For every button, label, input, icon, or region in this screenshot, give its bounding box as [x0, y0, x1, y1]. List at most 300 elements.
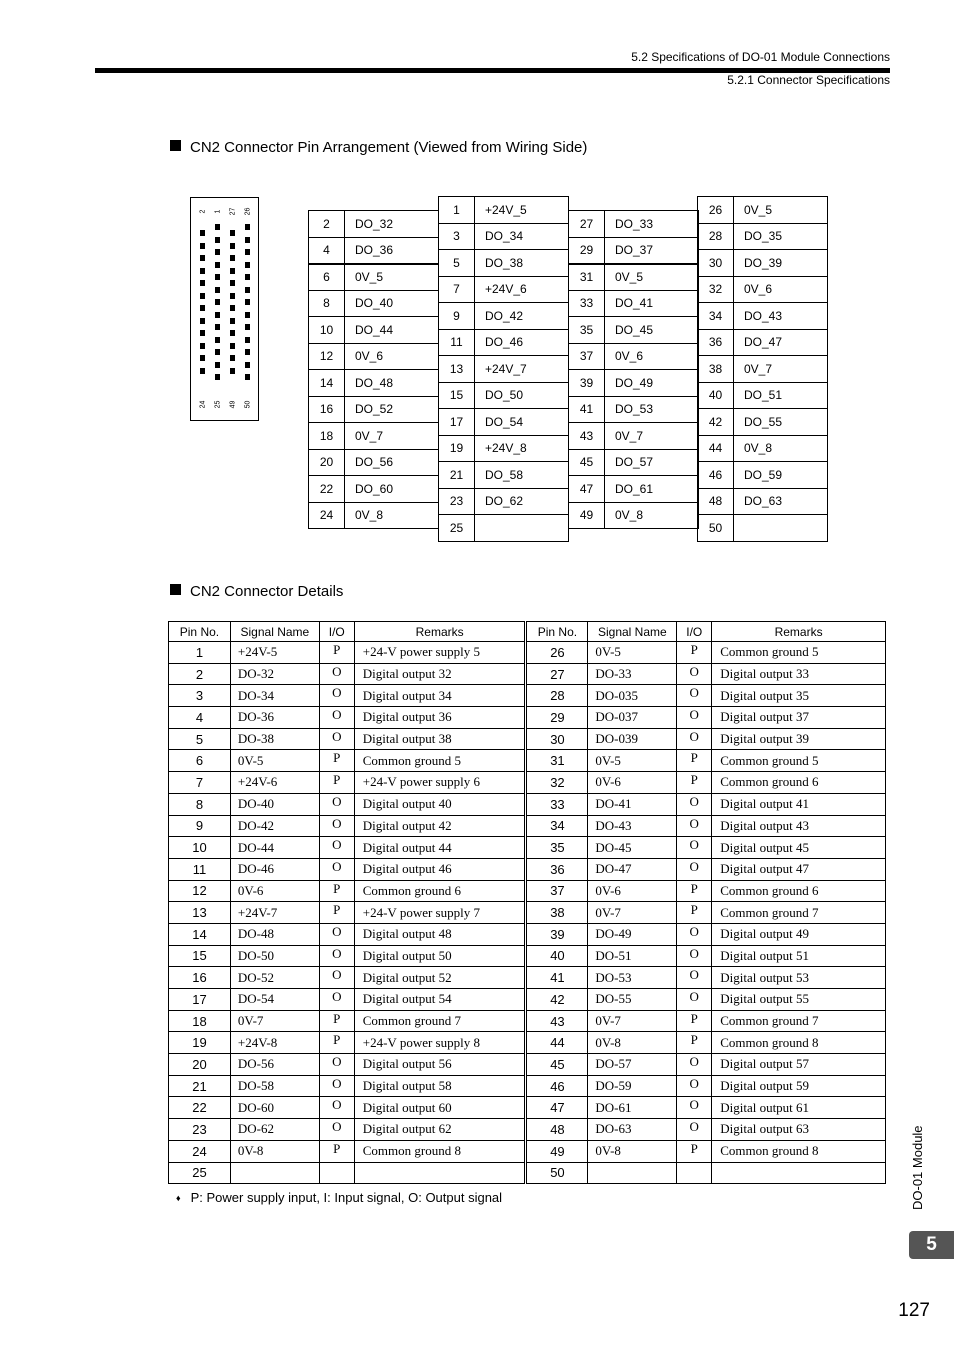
pin-row [309, 211, 439, 238]
pin-number: 42 [526, 989, 588, 1011]
connector-pin [245, 374, 250, 380]
pin-signal: 0V_8 [345, 502, 439, 529]
pin-signal: 0V_5 [605, 264, 699, 291]
signal-name: 0V-6 [588, 772, 677, 794]
signal-name: DO-61 [588, 1097, 677, 1119]
table-row [169, 685, 886, 707]
pin-number: 4 [169, 707, 231, 729]
remarks: Digital output 39 [712, 728, 886, 750]
connector-pin [245, 237, 250, 243]
connector-pin [215, 349, 220, 355]
signal-name: DO-52 [230, 967, 319, 989]
signal-name: DO-40 [230, 793, 319, 815]
table-row [169, 902, 886, 924]
connector-pin [230, 305, 235, 311]
signal-name: 0V-6 [588, 880, 677, 902]
connector-pin [200, 280, 205, 286]
remarks: Common ground 5 [354, 750, 526, 772]
pin-number: 50 [526, 1162, 588, 1184]
pin-number: 26 [698, 197, 734, 224]
connector-pin [215, 287, 220, 293]
connector-pin [230, 368, 235, 374]
pin-row [439, 356, 569, 383]
signal-name: 0V-8 [588, 1140, 677, 1162]
signal-name: DO-51 [588, 945, 677, 967]
pin-number: 21 [169, 1075, 231, 1097]
connector-pin [200, 368, 205, 374]
connector-pin [230, 318, 235, 324]
signal-name: DO-54 [230, 989, 319, 1011]
connector-pin [230, 255, 235, 261]
signal-name: 0V-8 [588, 1032, 677, 1054]
pin-row [569, 423, 699, 450]
pin-number: 29 [569, 237, 605, 264]
signal-name: DO-53 [588, 967, 677, 989]
io-type: O [319, 858, 354, 880]
pin-number: 22 [309, 476, 345, 503]
pin-number: 39 [526, 923, 588, 945]
pin-signal: DO_60 [345, 476, 439, 503]
io-type: O [319, 1119, 354, 1141]
signal-name: DO-58 [230, 1075, 319, 1097]
pin-signal: DO_57 [605, 449, 699, 476]
pin-number: 15 [169, 945, 231, 967]
connector-pin [200, 318, 205, 324]
io-type: O [319, 685, 354, 707]
remarks: Digital output 52 [354, 967, 526, 989]
pin-signal: DO_41 [605, 290, 699, 317]
connector-pin [215, 362, 220, 368]
pin-signal: DO_39 [734, 250, 828, 277]
connector-pin [215, 262, 220, 268]
connector-pin [230, 280, 235, 286]
io-type: O [319, 707, 354, 729]
pin-number: 39 [569, 370, 605, 397]
pin-row [309, 449, 439, 476]
pin-row [569, 396, 699, 423]
pin-row [569, 211, 699, 238]
io-type: O [677, 707, 712, 729]
pin-number: 37 [526, 880, 588, 902]
remarks: Digital output 40 [354, 793, 526, 815]
io-type: P [677, 1032, 712, 1054]
pin-signal: DO_37 [605, 237, 699, 264]
connector-pin [230, 355, 235, 361]
io-type: P [319, 1140, 354, 1162]
pin-number: 11 [439, 329, 475, 356]
pin-row [309, 317, 439, 344]
pin-row [569, 290, 699, 317]
pin-signal: DO_49 [605, 370, 699, 397]
pin-number: 48 [698, 488, 734, 515]
table-row [169, 880, 886, 902]
details-table [168, 621, 886, 1184]
io-type: O [319, 945, 354, 967]
connector-pin [200, 343, 205, 349]
connector-pin [245, 312, 250, 318]
io-type: O [677, 685, 712, 707]
remarks: +24-V power supply 6 [354, 772, 526, 794]
square-bullet-icon [170, 140, 181, 151]
pin-number: 32 [526, 772, 588, 794]
section-title-details [170, 583, 343, 600]
connector-pin [245, 262, 250, 268]
pin-number: 40 [698, 382, 734, 409]
table-row [169, 772, 886, 794]
column-header: I/O [319, 622, 354, 642]
pin-signal: 0V_5 [345, 264, 439, 291]
connector-pin [245, 362, 250, 368]
pin-row [698, 515, 828, 542]
remarks: Digital output 45 [712, 837, 886, 859]
signal-name: DO-49 [588, 923, 677, 945]
pin-row [309, 396, 439, 423]
io-type: O [677, 1075, 712, 1097]
remarks: Digital output 47 [712, 858, 886, 880]
pin-signal: DO_56 [345, 449, 439, 476]
signal-name: DO-56 [230, 1054, 319, 1076]
pin-row [698, 409, 828, 436]
signal-name: DO-57 [588, 1054, 677, 1076]
pin-number: 2 [309, 211, 345, 238]
pin-number: 49 [569, 502, 605, 529]
remarks: Digital output 36 [354, 707, 526, 729]
pin-signal: DO_40 [345, 290, 439, 317]
pin-signal: 0V_6 [605, 343, 699, 370]
pin-number: 41 [526, 967, 588, 989]
pin-row [698, 197, 828, 224]
pin-number: 2 [169, 663, 231, 685]
pin-row [698, 329, 828, 356]
pin-number: 43 [526, 1010, 588, 1032]
io-type: O [677, 815, 712, 837]
pin-row [698, 435, 828, 462]
pin-number: 37 [569, 343, 605, 370]
connector-pin [230, 268, 235, 274]
pin-signal: 0V_5 [734, 197, 828, 224]
table-row [169, 858, 886, 880]
table-row [169, 750, 886, 772]
pin-row [439, 488, 569, 515]
pin-signal: DO_50 [475, 382, 569, 409]
pin-row [309, 423, 439, 450]
connector-pin [215, 274, 220, 280]
pin-signal: DO_32 [345, 211, 439, 238]
pin-signal: DO_43 [734, 303, 828, 330]
pin-signal: DO_36 [345, 237, 439, 264]
header-section: 5.2 Specifications of DO-01 Module Connections [631, 50, 890, 64]
pin-signal [475, 515, 569, 542]
pin-number: 38 [526, 902, 588, 924]
remarks: Digital output 35 [712, 685, 886, 707]
connector-pin [200, 243, 205, 249]
pin-number: 27 [569, 211, 605, 238]
note-text: P: Power supply input, I: Input signal, O: Output signal [190, 1190, 503, 1205]
pin-table-col1 [308, 210, 439, 529]
signal-name: DO-63 [588, 1119, 677, 1141]
pin-row [439, 435, 569, 462]
remarks: Digital output 50 [354, 945, 526, 967]
io-type: P [319, 880, 354, 902]
pin-row [698, 250, 828, 277]
remarks: Digital output 32 [354, 663, 526, 685]
connector-pin-label: 26 [244, 207, 252, 216]
pin-number: 40 [526, 945, 588, 967]
signal-name: DO-59 [588, 1075, 677, 1097]
io-type: P [677, 1010, 712, 1032]
pin-signal: DO_47 [734, 329, 828, 356]
pin-number: 19 [169, 1032, 231, 1054]
pin-number: 9 [169, 815, 231, 837]
connector-pin [215, 312, 220, 318]
pin-row [439, 223, 569, 250]
pin-row [309, 343, 439, 370]
square-bullet-icon [170, 584, 181, 595]
pin-number: 16 [309, 396, 345, 423]
io-type: O [319, 989, 354, 1011]
remarks [712, 1162, 886, 1184]
signal-name: 0V-7 [230, 1010, 319, 1032]
signal-name: DO-035 [588, 685, 677, 707]
connector-pin [215, 324, 220, 330]
pin-number: 26 [526, 642, 588, 664]
connector-diagram [190, 197, 259, 421]
remarks: Common ground 8 [712, 1140, 886, 1162]
pin-number: 24 [309, 502, 345, 529]
side-label: DO-01 Module [910, 1125, 925, 1210]
pin-row [439, 197, 569, 224]
signal-name: DO-44 [230, 837, 319, 859]
column-header: Remarks [712, 622, 886, 642]
pin-signal [734, 515, 828, 542]
pin-number: 1 [439, 197, 475, 224]
pin-row [569, 264, 699, 291]
connector-pin-label: 27 [229, 207, 237, 216]
remarks: Digital output 57 [712, 1054, 886, 1076]
remarks: Common ground 6 [354, 880, 526, 902]
column-header: Signal Name [230, 622, 319, 642]
pin-row [569, 317, 699, 344]
pin-number: 45 [569, 449, 605, 476]
column-header: Pin No. [169, 622, 231, 642]
io-type: P [677, 1140, 712, 1162]
pin-row [569, 370, 699, 397]
io-type: O [319, 728, 354, 750]
pin-signal: DO_59 [734, 462, 828, 489]
signal-name: DO-037 [588, 707, 677, 729]
connector-pin [245, 274, 250, 280]
signal-name: DO-41 [588, 793, 677, 815]
pin-signal: DO_61 [605, 476, 699, 503]
pin-row [698, 382, 828, 409]
remarks: Common ground 6 [712, 772, 886, 794]
signal-name: 0V-7 [588, 1010, 677, 1032]
remarks: Digital output 48 [354, 923, 526, 945]
remarks: Digital output 62 [354, 1119, 526, 1141]
pin-row [569, 343, 699, 370]
pin-number: 28 [526, 685, 588, 707]
pin-row [698, 488, 828, 515]
pin-number: 3 [169, 685, 231, 707]
pin-number: 47 [569, 476, 605, 503]
pin-signal: DO_33 [605, 211, 699, 238]
io-type [677, 1162, 712, 1184]
pin-number: 8 [309, 290, 345, 317]
remarks: Digital output 34 [354, 685, 526, 707]
pin-signal: DO_46 [475, 329, 569, 356]
remarks: Common ground 7 [712, 1010, 886, 1032]
pin-number: 47 [526, 1097, 588, 1119]
remarks: Common ground 7 [354, 1010, 526, 1032]
pin-number: 33 [526, 793, 588, 815]
io-type: P [319, 642, 354, 664]
signal-name: +24V-6 [230, 772, 319, 794]
pin-signal: 0V_8 [605, 502, 699, 529]
remarks: +24-V power supply 7 [354, 902, 526, 924]
column-header: Remarks [354, 622, 526, 642]
io-type: P [319, 1032, 354, 1054]
pin-number: 34 [526, 815, 588, 837]
pin-number: 44 [698, 435, 734, 462]
connector-pin-label: 50 [244, 400, 252, 409]
signal-name: +24V-5 [230, 642, 319, 664]
pin-number: 35 [526, 837, 588, 859]
pin-number: 22 [169, 1097, 231, 1119]
pin-signal: 0V_7 [605, 423, 699, 450]
header-subsection: 5.2.1 Connector Specifications [727, 73, 890, 87]
pin-number: 33 [569, 290, 605, 317]
io-type: P [319, 772, 354, 794]
remarks: Digital output 56 [354, 1054, 526, 1076]
pin-number: 19 [439, 435, 475, 462]
connector-pin [245, 224, 250, 230]
pin-number: 12 [169, 880, 231, 902]
pin-number: 18 [169, 1010, 231, 1032]
remarks: Digital output 38 [354, 728, 526, 750]
pin-number: 15 [439, 382, 475, 409]
pin-signal: DO_42 [475, 303, 569, 330]
table-row [169, 1119, 886, 1141]
pin-number: 38 [698, 356, 734, 383]
pin-signal: DO_51 [734, 382, 828, 409]
pin-number: 3 [439, 223, 475, 250]
pin-table-col4 [697, 196, 828, 542]
pin-number: 28 [698, 223, 734, 250]
pin-number: 24 [169, 1140, 231, 1162]
signal-name: +24V-7 [230, 902, 319, 924]
io-type: O [677, 945, 712, 967]
pin-row [698, 223, 828, 250]
remarks: Digital output 43 [712, 815, 886, 837]
pin-number: 20 [169, 1054, 231, 1076]
pin-signal: 0V_7 [345, 423, 439, 450]
connector-pin [215, 237, 220, 243]
pin-row [439, 303, 569, 330]
connector-pin [200, 268, 205, 274]
connector-pin [200, 293, 205, 299]
connector-pin [230, 230, 235, 236]
signal-name: 0V-5 [588, 750, 677, 772]
pin-signal: +24V_8 [475, 435, 569, 462]
signal-name: DO-34 [230, 685, 319, 707]
pin-number: 12 [309, 343, 345, 370]
signal-name: DO-62 [230, 1119, 319, 1141]
pin-row [698, 356, 828, 383]
pin-number: 14 [169, 923, 231, 945]
remarks: +24-V power supply 8 [354, 1032, 526, 1054]
pin-signal: +24V_6 [475, 276, 569, 303]
pin-number: 10 [309, 317, 345, 344]
pin-row [309, 370, 439, 397]
io-type: O [319, 793, 354, 815]
connector-pin [200, 330, 205, 336]
pin-row [698, 276, 828, 303]
io-type: O [677, 1119, 712, 1141]
pin-row [439, 515, 569, 542]
remarks: Digital output 53 [712, 967, 886, 989]
pin-row [439, 409, 569, 436]
remarks [354, 1162, 526, 1184]
table-row [169, 1097, 886, 1119]
io-type: O [677, 1054, 712, 1076]
column-header: Pin No. [526, 622, 588, 642]
section-title-text: CN2 Connector Details [190, 583, 344, 600]
remarks: Digital output 37 [712, 707, 886, 729]
pin-number: 23 [439, 488, 475, 515]
pin-row [569, 237, 699, 264]
pin-signal: DO_45 [605, 317, 699, 344]
pin-signal: 0V_8 [734, 435, 828, 462]
remarks: Common ground 8 [354, 1140, 526, 1162]
pin-row [439, 329, 569, 356]
pin-number: 18 [309, 423, 345, 450]
pin-number: 1 [169, 642, 231, 664]
pin-number: 7 [169, 772, 231, 794]
pin-signal: DO_52 [345, 396, 439, 423]
signal-name: 0V-5 [230, 750, 319, 772]
signal-name: DO-48 [230, 923, 319, 945]
connector-pin-label: 2 [199, 209, 207, 214]
remarks: Digital output 41 [712, 793, 886, 815]
table-row [169, 793, 886, 815]
connector-pin-label: 24 [199, 400, 207, 409]
connector-pin [215, 337, 220, 343]
pin-signal: DO_35 [734, 223, 828, 250]
connector-pin-label: 49 [229, 400, 237, 409]
remarks: Common ground 7 [712, 902, 886, 924]
legend-note [176, 1190, 502, 1205]
io-type: O [677, 663, 712, 685]
io-type: P [677, 902, 712, 924]
pin-number: 49 [526, 1140, 588, 1162]
io-type: O [677, 1097, 712, 1119]
pin-signal: DO_34 [475, 223, 569, 250]
pin-signal: 0V_6 [734, 276, 828, 303]
table-row [169, 1054, 886, 1076]
pin-number: 23 [169, 1119, 231, 1141]
remarks: Digital output 33 [712, 663, 886, 685]
pin-number: 41 [569, 396, 605, 423]
pin-row [569, 476, 699, 503]
pin-number: 21 [439, 462, 475, 489]
io-type: O [677, 967, 712, 989]
connector-pin [245, 249, 250, 255]
table-row [169, 1075, 886, 1097]
connector-pin [245, 299, 250, 305]
io-type: O [319, 837, 354, 859]
connector-pin [230, 330, 235, 336]
signal-name: DO-36 [230, 707, 319, 729]
